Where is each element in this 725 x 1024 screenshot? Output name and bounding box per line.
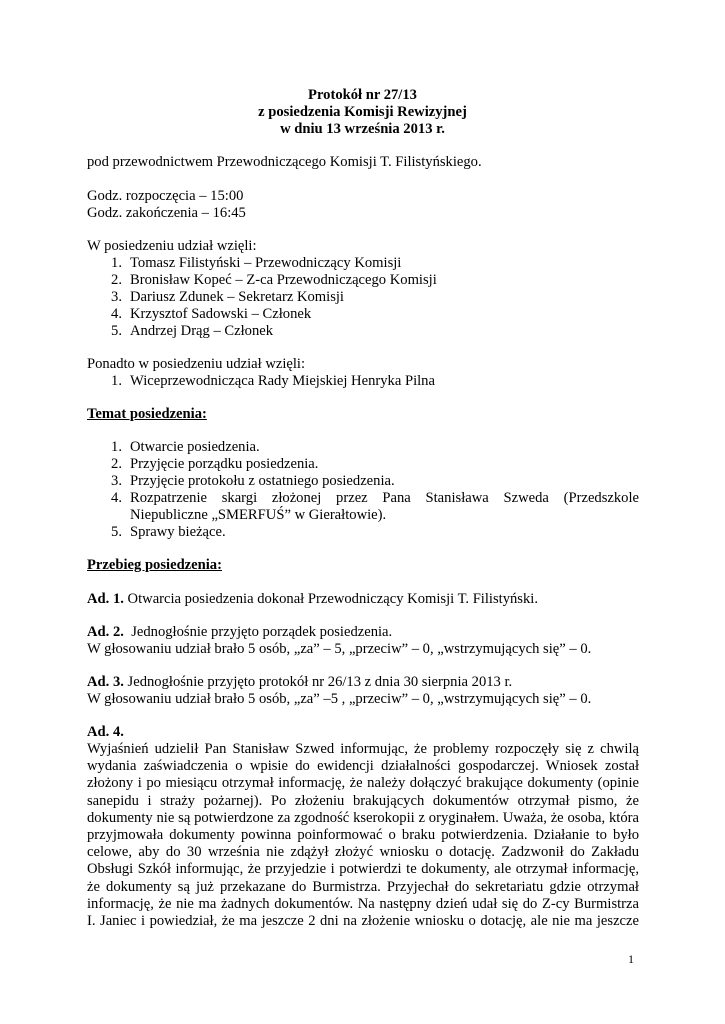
list-item: Rozpatrzenie skargi złożonej przez Pana Stanisława Szweda (Przedszkole bbox=[130, 490, 639, 506]
list-item-number: 5. bbox=[111, 323, 122, 339]
list-item-number: 1. bbox=[111, 439, 122, 455]
list-item: Otwarcie posiedzenia. bbox=[130, 439, 260, 455]
paragraph-line: I. Janiec i powiedział, że ma jeszcze 2 dni na złożenie wniosku o dotację, ale nie ma jeszcze bbox=[87, 913, 639, 929]
list-item-number: 3. bbox=[111, 473, 122, 489]
ad2-label: Ad. 2. bbox=[87, 624, 124, 640]
ad3-label: Ad. 3. bbox=[87, 674, 124, 690]
agenda-heading: Temat posiedzenia: bbox=[87, 406, 207, 422]
ad2-vote: W głosowaniu udział brało 5 osób, „za” – 5, „przeciw” – 0, „wstrzymujących się” – 0. bbox=[87, 641, 592, 657]
list-item: Dariusz Zdunek – Sekretarz Komisji bbox=[130, 289, 344, 305]
list-item-number: 2. bbox=[111, 272, 122, 288]
paragraph-line: informację, że nie ma żadnych dokumentów. Na następny dzień udał się do Z-cy Burmistrza bbox=[87, 895, 639, 912]
list-item: Przyjęcie protokołu z ostatniego posiedzenia. bbox=[130, 473, 395, 489]
list-item-number: 4. bbox=[111, 490, 122, 506]
list-item-number: 1. bbox=[111, 255, 122, 271]
ad1-paragraph bbox=[87, 591, 538, 608]
paragraph-line: wydania zaświadczenia o wpisie do ewidencji działalności gospodarczej. Wniosek został bbox=[87, 758, 639, 775]
paragraph-line: Obsługi Szkół informując, że przyjedzie i potwierdzi te dokumenty, ale otrzymał informację, bbox=[87, 861, 639, 878]
paragraph-line: że dokumenty są już przekazane do Burmistrza. Przyjechał do sekretariatu gdzie otrzymał bbox=[87, 878, 639, 895]
list-item: Bronisław Kopeć – Z-ca Przewodniczącego Komisji bbox=[130, 272, 437, 288]
others-heading: Ponadto w posiedzeniu udział wzięli: bbox=[87, 356, 306, 372]
list-item-number: 2. bbox=[111, 456, 122, 472]
paragraph-line: sanepidu i straży pożarnej). Po złożeniu brakujących dokumentów otrzymał pismo, że bbox=[87, 792, 639, 809]
ad4-label: Ad. 4. bbox=[87, 724, 124, 740]
list-item: Krzysztof Sadowski – Członek bbox=[130, 306, 312, 322]
ad2-text: Jednogłośnie przyjęto porządek posiedzenia. bbox=[123, 624, 393, 640]
list-item: Przyjęcie porządku posiedzenia. bbox=[130, 456, 319, 472]
list-item-number: 5. bbox=[111, 524, 122, 540]
ad3-vote: W głosowaniu udział brało 5 osób, „za” –5 , „przeciw” – 0, „wstrzymujących się” – 0. bbox=[87, 691, 592, 707]
paragraph-line: dokumenty nie są potwierdzone za zgodność kserokopii z oryginałem. Uważa, że osoba, która bbox=[87, 809, 639, 826]
page-number: 1 bbox=[628, 952, 634, 966]
document-title: Protokół nr 27/13 bbox=[308, 87, 417, 103]
list-item: Sprawy bieżące. bbox=[130, 524, 226, 540]
ad1-label: Ad. 1. bbox=[87, 591, 124, 607]
start-time: Godz. rozpoczęcia – 15:00 bbox=[87, 188, 244, 204]
paragraph-line: złożony i po miesiącu otrzymał informację, że należy dołączyć brakujące dokumenty (opinie bbox=[87, 775, 639, 792]
list-item-number: 4. bbox=[111, 306, 122, 322]
ad3-text: Jednogłośnie przyjęto protokół nr 26/13 z dnia 30 sierpnia 2013 r. bbox=[123, 674, 513, 690]
ad3-paragraph bbox=[87, 674, 512, 691]
ad1-text: Otwarcia posiedzenia dokonał Przewodniczący Komisji T. Filistyński. bbox=[123, 591, 538, 607]
ad2-paragraph bbox=[87, 624, 392, 641]
proceedings-heading: Przebieg posiedzenia: bbox=[87, 557, 222, 573]
chair-line: pod przewodnictwem Przewodniczącego Komisji T. Filistyńskiego. bbox=[87, 154, 482, 170]
end-time: Godz. zakończenia – 16:45 bbox=[87, 205, 246, 221]
list-item: Wiceprzewodnicząca Rady Miejskiej Henryka Pilna bbox=[130, 373, 435, 389]
list-item-continuation: Niepubliczne „SMERFUŚ” w Gierałtowie). bbox=[130, 507, 387, 523]
paragraph-line: przyjmowała dokumenty powinna poinformować o braku potwierdzenia. Działanie to było bbox=[87, 827, 639, 843]
list-item: Tomasz Filistyński – Przewodniczący Komisji bbox=[130, 255, 402, 271]
participants-heading: W posiedzeniu udział wzięli: bbox=[87, 238, 257, 254]
list-item-number: 1. bbox=[111, 373, 122, 389]
list-item: Andrzej Drąg – Członek bbox=[130, 323, 274, 339]
document-subtitle: z posiedzenia Komisji Rewizyjnej bbox=[258, 104, 467, 120]
paragraph-line: celowe, aby do 30 września nie zdążył złożyć wniosku o dotację. Zadzwonił do Zakładu bbox=[87, 844, 639, 861]
paragraph-line: Wyjaśnień udzielił Pan Stanisław Szwed informując, że problemy rozpoczęły się z chwilą bbox=[87, 741, 639, 757]
list-item-number: 3. bbox=[111, 289, 122, 305]
document-date: w dniu 13 września 2013 r. bbox=[280, 121, 445, 137]
